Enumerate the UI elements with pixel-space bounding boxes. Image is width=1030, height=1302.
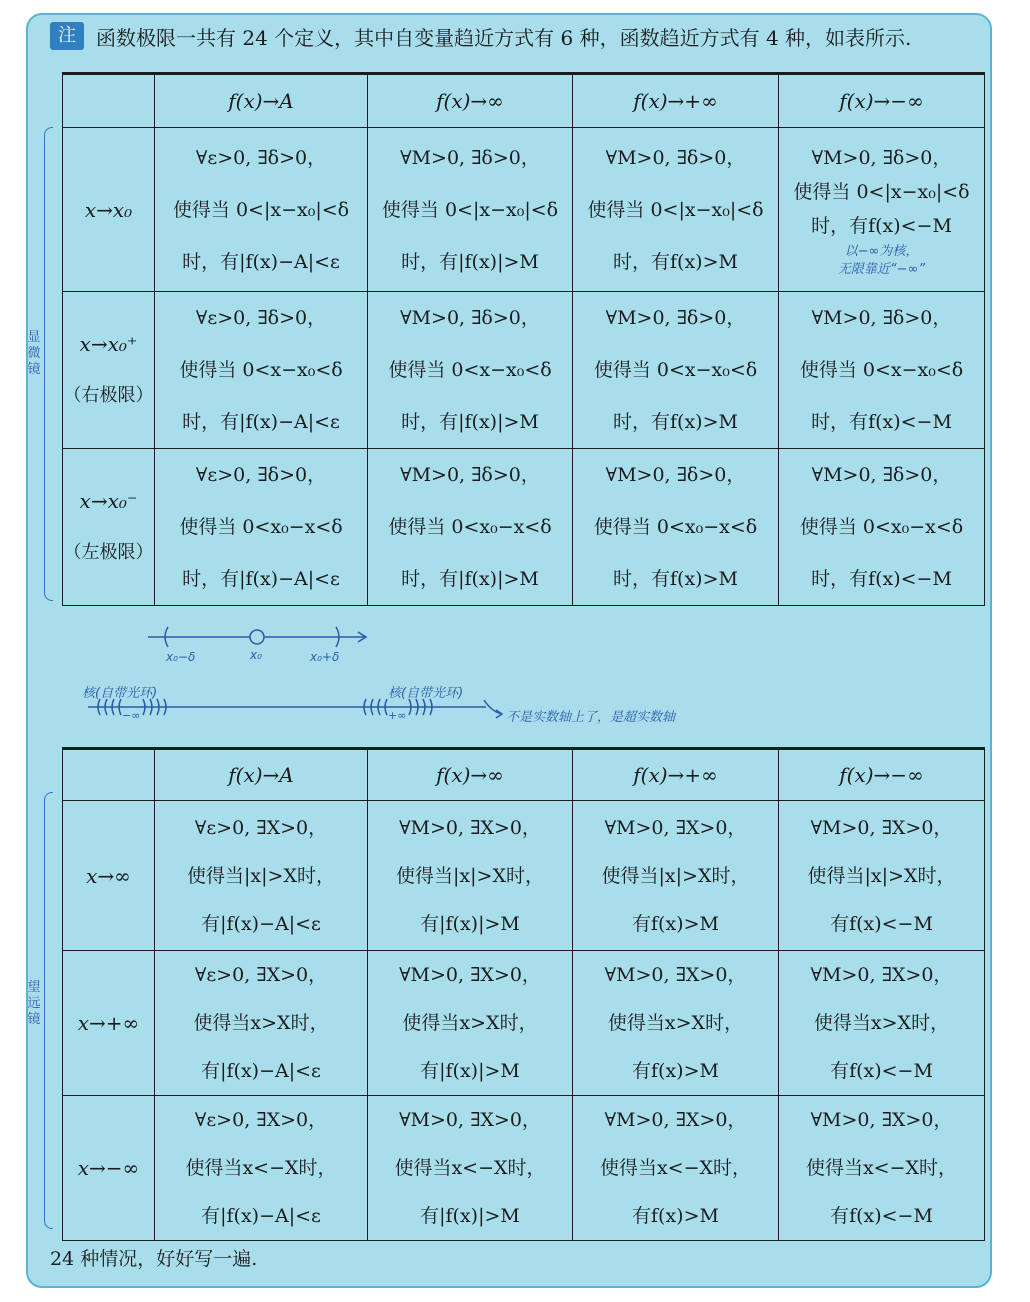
note-badge: 注	[50, 22, 84, 50]
header-col-1: f(x)→A	[155, 749, 368, 801]
table-cell: ∀M>0, ∃X>0， 使得当x<−X时， 有f(x)<−M	[779, 1096, 985, 1241]
row-label: x→x₀	[63, 128, 155, 292]
table-cell: ∀M>0, ∃X>0， 使得当|x|>X时， 有|f(x)|>M	[368, 801, 573, 951]
axis-label-left: x₀−δ	[166, 650, 196, 664]
table-cell: ∀M>0, ∃X>0， 使得当x<−X时， 有f(x)>M	[573, 1096, 779, 1241]
table-infinity	[62, 747, 985, 1241]
axis-note: 不是实数轴上了，是超实数轴	[506, 710, 676, 725]
table-header-row	[63, 749, 985, 801]
row-label: x→x₀⁻ （左极限）	[63, 449, 155, 606]
table-cell: ∀M>0, ∃δ>0， 使得当 0<x−x₀<δ 时，有f(x)<−M	[779, 292, 985, 449]
table-cell: ∀M>0, ∃X>0， 使得当x>X时， 有f(x)<−M	[779, 951, 985, 1096]
intro-text: 函数极限一共有 24 个定义，其中自变量趋近方式有 6 种，函数趋近方式有 4 种，如表所示.	[96, 25, 912, 50]
table-cell: ∀M>0, ∃X>0， 使得当x>X时， 有f(x)>M	[573, 951, 779, 1096]
header-col-4: f(x)→−∞	[779, 74, 985, 128]
table-row	[63, 1096, 985, 1241]
header-col-1: f(x)→A	[155, 74, 368, 128]
table-cell: ∀M>0, ∃δ>0， 使得当 0<x₀−x<δ 时，有f(x)<−M	[779, 449, 985, 606]
table-cell: ∀M>0, ∃δ>0， 使得当 0<x−x₀<δ 时，有|f(x)|>M	[368, 292, 573, 449]
core-label-left: 核(自带光环)	[82, 686, 158, 701]
core-label-right: 核(自带光环)	[388, 686, 464, 701]
table-cell: ∀ε>0, ∃X>0， 使得当x>X时， 有|f(x)−A|<ε	[155, 951, 368, 1096]
row-label: x→+∞	[63, 951, 155, 1096]
neg-inf-label: −∞	[122, 709, 141, 722]
table-cell: ∀M>0, ∃δ>0， 使得当 0<|x−x₀|<δ 时，有f(x)>M	[573, 128, 779, 292]
table-cell: ∀M>0, ∃δ>0， 使得当 0<x−x₀<δ 时，有f(x)>M	[573, 292, 779, 449]
row-label: x→∞	[63, 801, 155, 951]
table-cell: ∀ε>0, ∃δ>0， 使得当 0<x−x₀<δ 时，有|f(x)−A|<ε	[155, 292, 368, 449]
note-arrow-head	[496, 710, 502, 718]
table-cell: ∀M>0, ∃X>0， 使得当|x|>X时， 有f(x)>M	[573, 801, 779, 951]
cell-note-1: 以−∞为核，	[844, 243, 919, 259]
row-label: x→−∞	[63, 1096, 155, 1241]
row-label: x→x₀⁺ （右极限）	[63, 292, 155, 449]
table-cell: ∀M>0, ∃δ>0， 使得当 0<|x−x₀|<δ 时，有|f(x)|>M	[368, 128, 573, 292]
table-cell: ∀M>0, ∃X>0， 使得当x<−X时， 有|f(x)|>M	[368, 1096, 573, 1241]
table-cell: ∀M>0, ∃X>0， 使得当|x|>X时， 有f(x)<−M	[779, 801, 985, 951]
table-cell: ∀M>0, ∃δ>0， 使得当 0<x₀−x<δ 时，有f(x)>M	[573, 449, 779, 606]
header-col-2: f(x)→∞	[368, 74, 573, 128]
header-empty	[63, 749, 155, 801]
pos-inf-label: +∞	[388, 709, 407, 722]
table-cell: ∀M>0, ∃δ>0， 使得当 0<|x−x₀|<δ 时，有f(x)<−M 以−∞为核， 无限靠近“−∞”	[779, 128, 985, 292]
table-cell: ∀M>0, ∃δ>0， 使得当 0<x₀−x<δ 时，有|f(x)|>M	[368, 449, 573, 606]
table-row	[63, 951, 985, 1096]
table-cell: ∀ε>0, ∃X>0， 使得当x<−X时， 有|f(x)−A|<ε	[155, 1096, 368, 1241]
side-label-bottom: 望远镜	[27, 980, 41, 1027]
table-cell: ∀ε>0, ∃δ>0， 使得当 0<|x−x₀|<δ 时，有|f(x)−A|<ε	[155, 128, 368, 292]
axis-label-mid: x₀	[250, 648, 262, 662]
table-cell: ∀ε>0, ∃δ>0， 使得当 0<x₀−x<δ 时，有|f(x)−A|<ε	[155, 449, 368, 606]
table-cell: ∀ε>0, ∃X>0， 使得当|x|>X时， 有|f(x)−A|<ε	[155, 801, 368, 951]
header-col-3: f(x)→+∞	[573, 749, 779, 801]
side-label-top: 显微镜	[27, 330, 41, 377]
table-cell: ∀M>0, ∃X>0， 使得当x>X时， 有|f(x)|>M	[368, 951, 573, 1096]
header-col-3: f(x)→+∞	[573, 74, 779, 128]
header-col-2: f(x)→∞	[368, 749, 573, 801]
table-row	[63, 801, 985, 951]
axis-label-right: x₀+δ	[310, 650, 340, 664]
footer-note: 24 种情况，好好写一遍.	[50, 1248, 258, 1270]
cell-note-2: 无限靠近“−∞”	[837, 261, 926, 277]
x0-open-circle	[250, 630, 264, 644]
header-col-4: f(x)→−∞	[779, 749, 985, 801]
